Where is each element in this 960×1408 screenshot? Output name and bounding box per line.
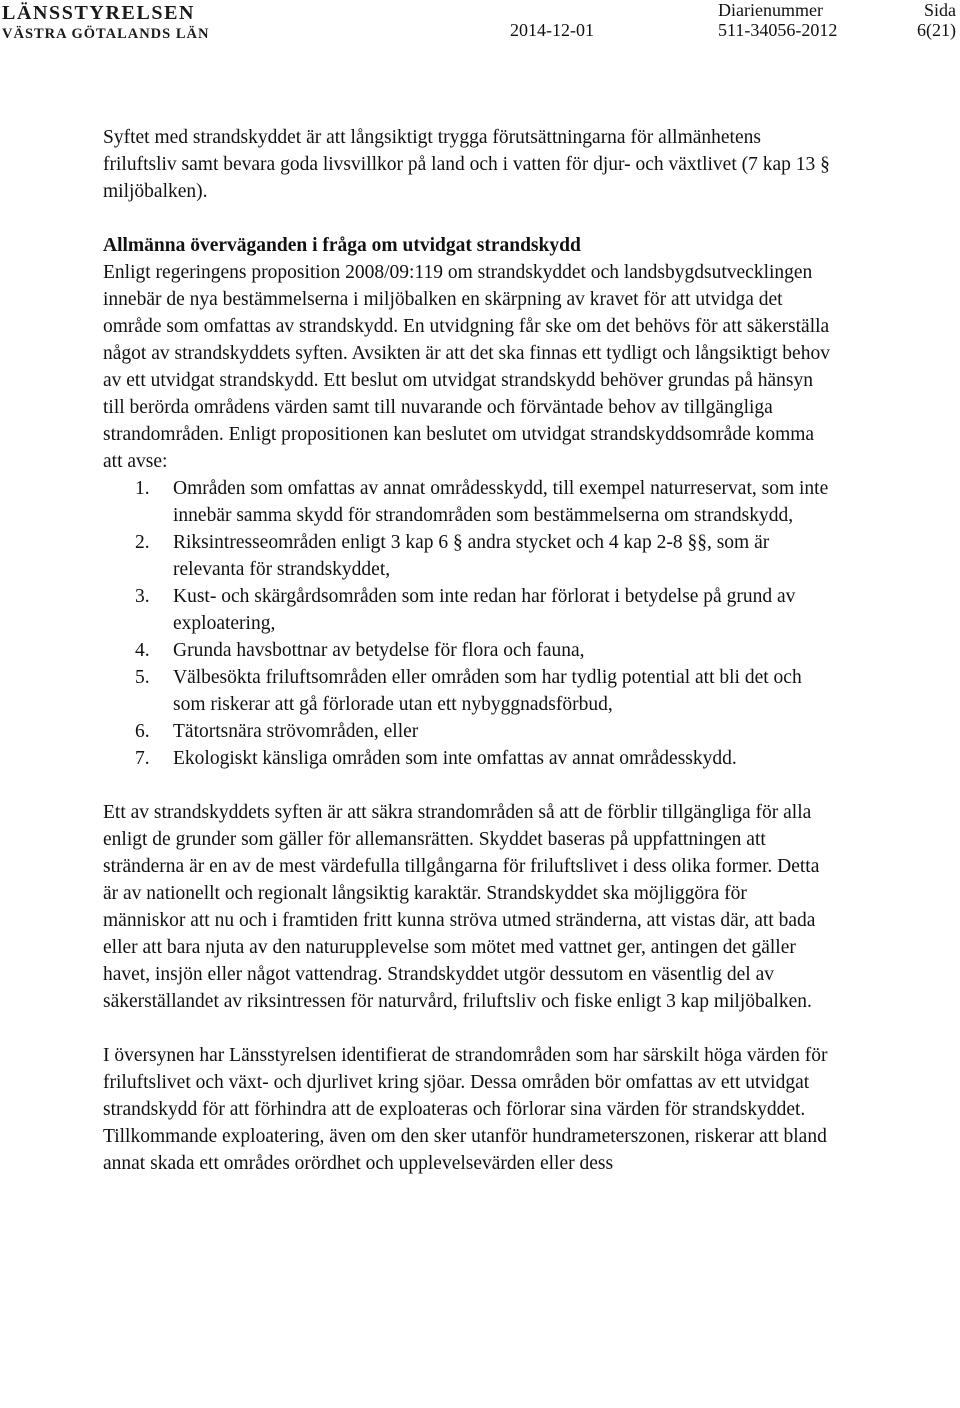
- list-item: [103, 718, 833, 745]
- list-item-text: Områden som omfattas av annat områdesskydd, till exempel naturreservat, som inte innebär samma skydd för strandområden som bestämmelserna om strandskydd,: [173, 478, 829, 526]
- list-item-number: 6.: [135, 721, 150, 742]
- list-item-text: Ekologiskt känsliga områden som inte omfattas av annat områdesskydd.: [173, 748, 737, 769]
- list-item-text: Tätortsnära strövområden, eller: [173, 721, 419, 742]
- list-item-text: Välbesökta friluftsområden eller områden som har tydlig potential att bli det och som riskerar att gå förlorade utan ett nybyggnadsförbud,: [173, 667, 802, 715]
- list-item: [103, 637, 833, 664]
- page-number: 6(21): [917, 20, 956, 40]
- list-item: [103, 583, 833, 637]
- paragraph-purpose: Ett av strandskyddets syften är att säkra strandområden så att de förblir tillgängliga för alla enligt de grunder som gäller för allemansrätten. Skyddet baseras på uppfattningen att stränderna är en av de mest värdefulla tillgångarna för friluftslivet i dess olika former. Detta är av nationellt och regionalt långsiktig karaktär. Strandskyddet ska möjliggöra för människor att nu och i framtiden fritt kunna ströva utmed stränderna, att vistas där, att bada eller att bara njuta av den naturupplevelse som mötet med vattnet ger, antingen det gäller havet, insjön eller något vattendrag. Strandskyddet utgör dessutom en väsentlig del av säkerställandet av riksintressen för naturvård, friluftsliv och fiske enligt 3 kap miljöbalken.: [103, 802, 820, 1012]
- logo-org-name: LÄNSSTYRELSEN: [2, 2, 196, 24]
- list-item: [103, 745, 833, 772]
- list-item: [103, 664, 833, 718]
- page-label: Sida: [923, 0, 956, 20]
- lansstyrelsen-logo: [2, 2, 209, 44]
- list-item: [103, 475, 833, 529]
- list-item-number: 7.: [135, 748, 150, 769]
- paragraph-review: I översynen har Länsstyrelsen identifierat de strandområden som har särskilt höga värden för friluftslivet och växt- och djurlivet kring sjöar. Dessa områden bör omfattas av ett utvidgat strandskydd för att förhindra att de exploateras och förlorar sina värden för strandskyddet. Tillkommande exploatering, även om den sker utanför hundrameterszonen, riskerar att bland annat skada ett områdes orördhet och upplevelsevärden eller dess: [103, 1045, 828, 1174]
- document-body: [103, 124, 833, 1177]
- logo-county-name: VÄSTRA GÖTALANDS LÄN: [2, 26, 210, 42]
- list-item-number: 3.: [135, 586, 150, 607]
- list-item: [103, 529, 833, 583]
- section-paragraph: Enligt regeringens proposition 2008/09:119 om strandskyddet och landsbygdsutvecklingen innebär de nya bestämmelserna i miljöbalken en skärpning av kravet för att utvidga det område som omfattas av strandskydd. En utvidgning får ske om det behövs för att säkerställa något av strandskyddets syften. Avsikten är att det ska finnas ett tydligt och långsiktigt behov av ett utvidgat strandskydd. Ett beslut om utvidgat strandskydd behöver grundas på hänsyn till berörda områdens värden samt till nuvarande och förväntade behov av tillgängliga strandområden. Enligt propositionen kan beslutet om utvidgat strandskyddsområde komma att avse:: [103, 262, 830, 472]
- list-item-number: 1.: [135, 478, 150, 499]
- section-heading: Allmänna överväganden i fråga om utvidgat strandskydd: [103, 235, 581, 256]
- list-item-number: 2.: [135, 532, 150, 553]
- diarienummer-label: Diarienummer: [718, 0, 823, 20]
- list-item-number: 5.: [135, 667, 150, 688]
- document-date: 2014-12-01: [510, 20, 594, 40]
- diarienummer-value: 511-34056-2012: [718, 20, 838, 40]
- list-item-text: Kust- och skärgårdsområden som inte redan har förlorat i betydelse på grund av exploatering,: [173, 586, 796, 634]
- intro-paragraph: Syftet med strandskyddet är att långsiktigt trygga förutsättningarna för allmänhetens friluftsliv samt bevara goda livsvillkor på land och i vatten för djur- och växtlivet (7 kap 13 § miljöbalken).: [103, 127, 830, 202]
- list-item-text: Grunda havsbottnar av betydelse för flora och fauna,: [173, 640, 585, 661]
- criteria-list: [103, 475, 833, 772]
- list-item-number: 4.: [135, 640, 150, 661]
- page-header: [0, 0, 960, 48]
- list-item-text: Riksintresseområden enligt 3 kap 6 § andra stycket och 4 kap 2-8 §§, som är relevanta för strandskyddet,: [173, 532, 770, 580]
